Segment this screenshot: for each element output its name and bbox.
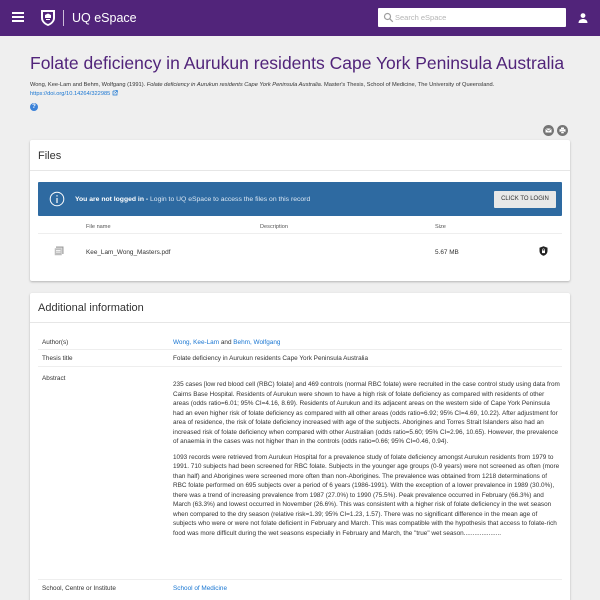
citation-title: Folate deficiency in Aurukun residents Cape York Peninsula Australia. bbox=[146, 82, 323, 88]
additional-info-card bbox=[30, 293, 570, 600]
column-header-file-name[interactable]: File name bbox=[86, 224, 111, 230]
divider bbox=[30, 170, 570, 171]
info-icon bbox=[49, 191, 65, 207]
account-icon[interactable] bbox=[577, 12, 589, 24]
search-box[interactable] bbox=[378, 8, 566, 27]
thesis-title-label: Thesis title bbox=[42, 355, 73, 362]
lock-icon bbox=[539, 246, 548, 256]
alert-bold-text: You are not logged in - bbox=[75, 196, 149, 203]
citation-authors: Wong, Kee-Lam and Behm, Wolfgang (1991). bbox=[30, 82, 146, 88]
pdf-file-icon bbox=[54, 246, 64, 256]
info-heading: Additional information bbox=[38, 302, 144, 314]
help-icon[interactable]: ? bbox=[30, 103, 38, 111]
author-value bbox=[173, 339, 280, 346]
file-size: 5.67 MB bbox=[435, 249, 459, 256]
app-bar bbox=[0, 0, 600, 36]
doi-link[interactable]: https://doi.org/10.14264/322985 bbox=[30, 91, 111, 97]
menu-icon[interactable] bbox=[12, 12, 24, 22]
author-link-wong[interactable]: Wong, Kee-Lam bbox=[173, 339, 220, 346]
login-alert bbox=[38, 182, 562, 216]
divider bbox=[38, 233, 562, 234]
login-button[interactable]: CLICK TO LOGIN bbox=[494, 191, 556, 208]
citation-details: Master's Thesis, School of Medicine, The University of Queensland. bbox=[323, 82, 495, 88]
external-link-icon bbox=[112, 90, 118, 96]
column-header-description[interactable]: Description bbox=[260, 224, 288, 230]
print-icon[interactable] bbox=[557, 125, 568, 136]
school-label: School, Centre or Institute bbox=[42, 585, 116, 592]
abstract-paragraph: 1093 records were retrieved from Aurukun Hospital for a prevalence study of folate deficiency amongst Aurukun residents from 1979 to 1991. 710 subjects had been screened for RBC folate. Subjects in the younger age groups (0-9 years) were not screened as often (more than half) and Aborigines were screened more often than non-Aborigines. The prevalence was obtained from 1218 determinations of RBC folate performed on 695 subjects over a period of 6 years (1986-1991). With the exception of a lower prevalence in 1989 (30.0%), there was a trend of increasing prevalence from 1987 (27.0%) to 1990 (75.5%). Peak prevalence occurred in February (66.3%) and March (63.3%) and lowest occurred in November (26.6%). This was consistent with a higher risk of folate deficiency in the wet season when compared to the dry season (relative risk=1.39; 95% CI=1.23, 1.57). There was no significant difference in the mean age of subjects who were or were not folate deficient in February and March. This was compatible with the hypothesis that access to folate-rich food was more difficult during the wet seasons especially in February and March, the "true" wet season..................... bbox=[173, 453, 560, 537]
divider bbox=[30, 322, 570, 323]
login-link[interactable]: Login to UQ eSpace to access the files on this record bbox=[150, 196, 311, 203]
abstract-value bbox=[173, 380, 560, 544]
files-card bbox=[30, 140, 570, 281]
search-icon bbox=[383, 12, 394, 23]
thesis-title-value: Folate deficiency in Aurukun residents Cape York Peninsula Australia bbox=[173, 355, 369, 362]
school-value bbox=[173, 585, 227, 592]
brand-name[interactable]: UQ eSpace bbox=[72, 11, 137, 25]
alert-message bbox=[75, 195, 310, 204]
abstract-label: Abstract bbox=[42, 375, 66, 382]
author-conjunction: and bbox=[220, 339, 232, 346]
email-icon[interactable] bbox=[543, 125, 554, 136]
divider bbox=[38, 366, 562, 367]
brand-divider bbox=[63, 10, 64, 26]
divider bbox=[38, 349, 562, 350]
column-header-size[interactable]: Size bbox=[435, 224, 446, 230]
author-link-behm[interactable]: Behm, Wolfgang bbox=[233, 339, 281, 346]
divider bbox=[38, 579, 562, 580]
author-label: Author(s) bbox=[42, 339, 69, 346]
search-input[interactable] bbox=[395, 10, 561, 25]
page-title: Folate deficiency in Aurukun residents Cape York Peninsula Australia bbox=[30, 53, 565, 73]
citation bbox=[30, 81, 575, 99]
files-heading: Files bbox=[38, 150, 62, 162]
school-link[interactable]: School of Medicine bbox=[173, 585, 227, 592]
abstract-paragraph: 235 cases [low red blood cell (RBC) folate] and 469 controls (normal RBC folate) were recruited in the case control study using data from Cairns Base Hospital. Residents of Aurukun were shown to have a high risk of folate deficiency as compared with residents of other areas (odds ratio=6.01; 95% CI=4.16, 8.69). Residents of Aurukun and its adjacent areas on the western side of Cape York Peninsula had an even higher risk of folate deficiency as compared with all other areas (odds ratio=6.92; 95% CI=4.69, 10.22). After adjustment for area of residence, the risk of folate deficiency increased with age of the subjects. Aborigines and Torres Strait Islanders also had an increased risk of folate deficiency when compared with other Australian (odds ratio=5.60; 95% CI=2.96, 10.65). However, the prevalence of anaemia in the cases was not higher than in the controls (odds ratio=0.66; 95% CI=0.46, 0.94). bbox=[173, 381, 560, 445]
file-name[interactable]: Kee_Lam_Wong_Masters.pdf bbox=[86, 249, 171, 256]
uq-crest-icon[interactable] bbox=[40, 9, 56, 27]
